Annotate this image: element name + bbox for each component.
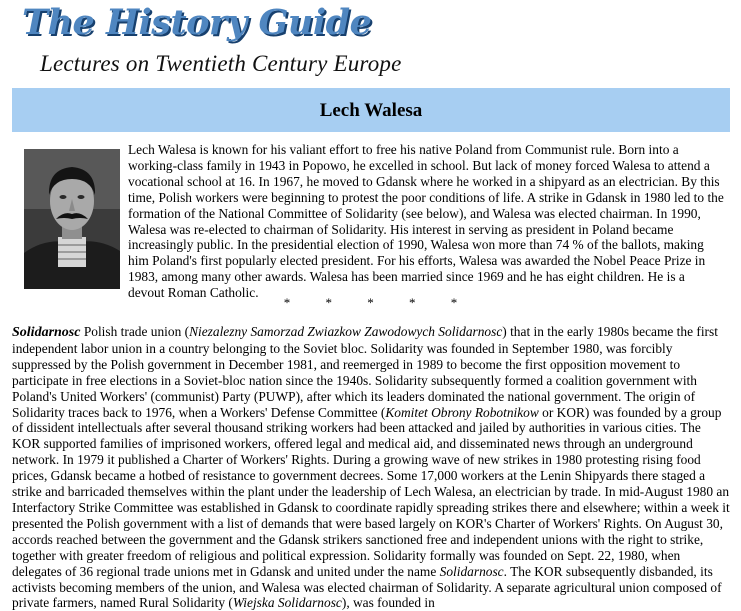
article-text: . The KOR subsequently disbanded, its activists becoming members of the union, and Walesa was elected chairman of Solidarity. A separate agricultural union composed of private farmers, named Rural Solidarity ( xyxy=(12,563,722,611)
article-term: Solidarnosc xyxy=(12,325,81,340)
biography-text: Lech Walesa is known for his valiant effort to free his native Poland from Communist rule. Born into a working-class family in 1943 in Popowo, he excelled in school. But lack of money forced Walesa to attend a vocational school at 16. In 1967, he moved to Gdansk where he worked in a shipyard as an electrician. By this time, Polish workers were beginning to protest the poor conditions of life. A strike in Gdansk in 1980 led to the formation of the National Committee of Solidarity (see below), and Walesa was elected chairman. In 1990, Walesa was re-elected to chairman of Solidarity. His interest in serving as president in Poland became increasingly public. In the presidential election of 1990, Walesa won more than 74 % of the ballots, making him Poland's first popularly elected president. For his efforts, Walesa was awarded the Nobel Peace Prize in 1983, among many other awards. Walesa has been married since 1969 and he has eight children. He is a devout Roman Catholic. xyxy=(128,142,724,301)
article-text: ), was founded in xyxy=(341,595,435,611)
article-text: ) that in the early 1980s became the first independent labor union in a country belonging to the Soviet bloc. Solidarity was founded in September 1980, was forcibly suppressed by the Polish government in December 1981, and reemerged in 1989 to become the first opposition movement to participate in free elections in a Soviet-bloc nation since the 1940s. Solidarity subsequently formed a coalition government with Poland's United Workers' (communist) Party (PUWP), after which its leaders dominated the national government. The origin of Solidarity traces back to 1976, when a Workers' Defense Committee ( xyxy=(12,324,718,420)
page-title: Lech Walesa xyxy=(319,100,423,121)
section-separator xyxy=(0,295,741,311)
solidarnosc-article xyxy=(12,324,730,611)
separator-star: * xyxy=(283,295,291,310)
lech-walesa-portrait xyxy=(24,149,120,289)
site-logo: The History Guide xyxy=(22,2,372,43)
article-italic: Niezalezny Samorzad Zwiazkow Zawodowych Solidarnosc xyxy=(189,324,503,339)
article-text: Polish trade union ( xyxy=(80,324,190,339)
portrait-image xyxy=(24,149,120,289)
separator-star: * xyxy=(325,295,332,310)
article-text: or KOR) was founded by a group of dissident intellectuals after several thousand striking workers had been attacked and jailed by authorities in various cities. The KOR supported families of imprisoned workers, offered legal and medical aid, and disseminated news through an underground network. In 1979 it published a Charter of Workers' Rights. During a growing wave of new strikes in 1980 protesting rising food prices, Gdansk became a hotbed of resistance to government decrees. Some 17,000 workers at the Lenin Shipyards there staged a strike and barricaded themselves within the plant under the leadership of Lech Walesa, an electrician by trade. In mid-August 1980 an Interfactory Strike Committee was established in Gdansk to coordinate rapidly spreading strikes there and elsewhere; within a week it presented the Polish government with a list of demands that were based largely on KOR's Charter of Workers' Rights. On August 30, accords reached between the government and the Gdansk strikers sanctioned free and independent unions with the right to strike, together with greater freedom of religious and political expression. Solidarity formally was founded on Sept. 22, 1980, when delegates of 36 regional trade unions met in Gdansk and united under the name xyxy=(12,404,730,579)
separator-star: * xyxy=(409,295,416,310)
article-italic: Wiejska Solidarnosc xyxy=(232,595,342,611)
title-banner xyxy=(12,88,730,132)
separator-star: * xyxy=(450,295,458,310)
article-italic: Komitet Obrony Robotnikow xyxy=(385,404,539,420)
article-italic: Solidarnosc xyxy=(439,563,504,579)
site-subtitle: Lectures on Twentieth Century Europe xyxy=(40,51,402,76)
separator-star: * xyxy=(367,295,374,310)
